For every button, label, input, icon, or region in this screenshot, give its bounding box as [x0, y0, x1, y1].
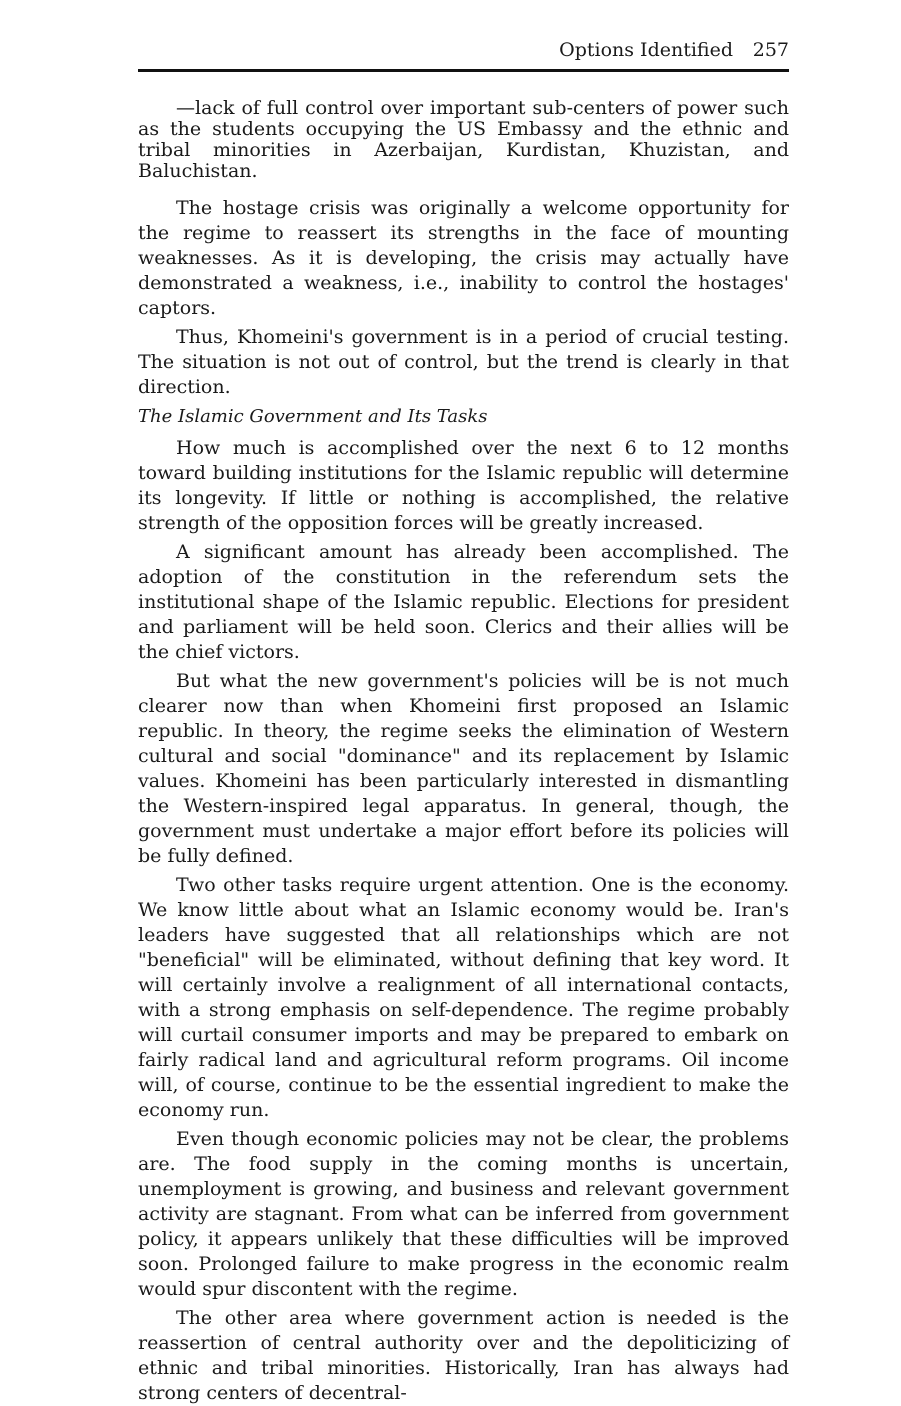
- paragraph-policies: But what the new government's policies will be is not much clearer now than when Khomeini first proposed an Islamic republic. In theory, the regime seeks the elimination of Western cultural and social "dominance" and its replacement by Islamic values. Khomeini has been particularly interested in dismantling the Western-inspired legal apparatus. In general, though, the government must undertake a major effort before its policies will be fully defined.: [138, 670, 789, 867]
- paragraph-institutions: How much is accomplished over the next 6 to 12 months toward building institutions for the Islamic republic will determine its longevity. If little or nothing is accomplished, the relative strength of the opposition forces will be greatly increased.: [138, 437, 789, 534]
- paragraph-hostage-crisis: The hostage crisis was originally a welcome opportunity for the regime to reassert its strengths in the face of mounting weaknesses. As it is developing, the crisis may actually have demonstrated a weakness, i.e., inability to control the hostages' captors.: [138, 197, 789, 319]
- header-rule: [138, 69, 789, 72]
- running-header: [138, 38, 789, 62]
- paragraph-central-authority: The other area where government action is needed is the reassertion of central authority over and the depoliticizing of ethnic and tribal minorities. Historically, Iran has always had strong centers of decentral-: [138, 1307, 789, 1404]
- section-heading: The Islamic Government and Its Tasks: [138, 406, 488, 427]
- paragraph-continuation: —lack of full control over important sub-centers of power such as the students occupying the US Embassy and the ethnic and tribal minorities in Azerbaijan, Kurdistan, Khuzistan, and Baluchistan.: [138, 97, 789, 182]
- page-body: [138, 98, 789, 1406]
- paragraph-problems: Even though economic policies may not be clear, the problems are. The food supply in the coming months is uncertain, unemployment is growing, and business and relevant government activity are stagnant. From what can be inferred from government policy, it appears unlikely that these difficulties will be improved soon. Prolonged failure to make progress in the economic realm would spur discontent with the regime.: [138, 1128, 789, 1300]
- paragraph-economy: Two other tasks require urgent attention. One is the economy. We know little about what an Islamic economy would be. Iran's leaders have suggested that all relationships which are not "beneficial" will be eliminated, without defining that key word. It will certainly involve a realignment of all international contacts, with a strong emphasis on self-dependence. The regime probably will curtail consumer imports and may be prepared to embark on fairly radical land and agricultural reform programs. Oil income will, of course, continue to be the essential ingredient to make the economy run.: [138, 874, 789, 1121]
- paragraph-crucial-testing: Thus, Khomeini's government is in a period of crucial testing. The situation is not out of control, but the trend is clearly in that direction.: [138, 326, 789, 398]
- page-number: 257: [752, 39, 789, 61]
- paragraph-accomplished: A significant amount has already been accomplished. The adoption of the constitution in the referendum sets the institutional shape of the Islamic republic. Elections for president and parliament will be held soon. Clerics and their allies will be the chief victors.: [138, 541, 789, 663]
- running-header-title: Options Identified: [559, 39, 733, 61]
